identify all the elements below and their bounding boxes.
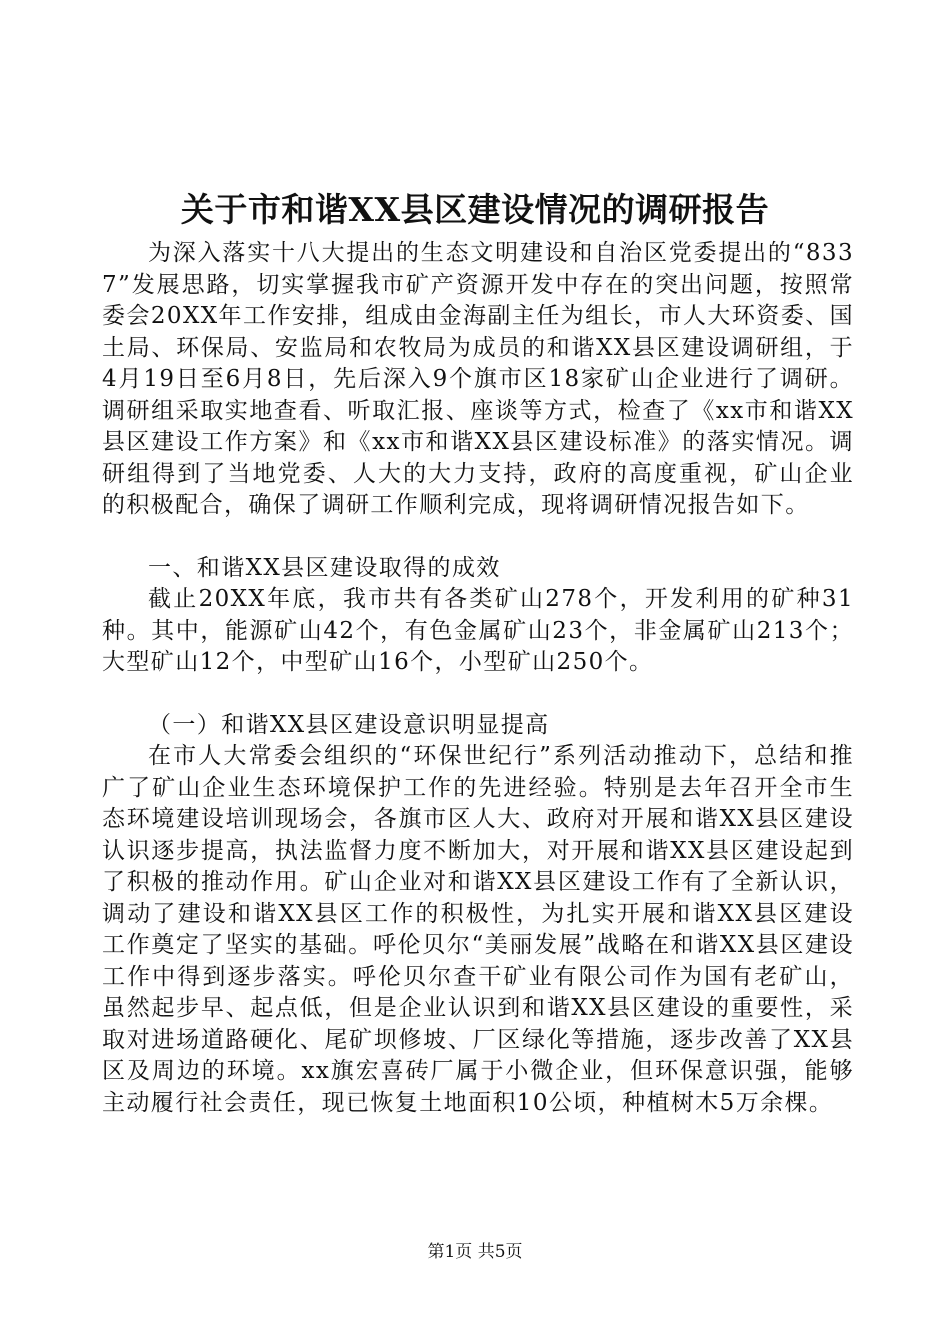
subsection-paragraph: 在市人大常委会组织的“环保世纪行”系列活动推动下，总结和推广了矿山企业生态环境保护工作的先进经验。特别是去年召开全市生态环境建设培训现场会，各旗市区人大、政府对开展和谐XX县区建设认识逐步提高，执法监督力度不断加大，对开展和谐XX县区建设起到了积极的推动作用。矿山企业对和谐XX县区建设工作有了全新认识，调动了建设和谐XX县区工作的积极性，为扎实开展和谐XX县区建设工作奠定了坚实的基础。呼伦贝尔“美丽发展”战略在和谐XX县区建设工作中得到逐步落实。呼伦贝尔查干矿业有限公司作为国有老矿山，虽然起步早、起点低，但是企业认识到和谐XX县区建设的重要性，采取对进场道路硬化、尾矿坝修坡、厂区绿化等措施，逐步改善了XX县区及周边的环境。xx旗宏喜砖厂属于小微企业，但环保意识强，能够主动履行社会责任，现已恢复土地面积10公顷，种植树木5万余棵。 (102, 743, 854, 1116)
intro-paragraph: 为深入落实十八大提出的生态文明建设和自治区党委提出的“8337”发展思路，切实掌握我市矿产资源开发中存在的突出问题，按照常委会20XX年工作安排，组成由金海副主任为组长，市人大环资委、国土局、环保局、安监局和农牧局为成员的和谐XX县区建设调研组，于4月19日至6月8日，先后深入9个旗市区18家矿山企业进行了调研。调研组采取实地查看、听取汇报、座谈等方式，检查了《xx市和谐XX县区建设工作方案》和《xx市和谐XX县区建设标准》的落实情况。调研组得到了当地党委、人大的大力支持，政府的高度重视，矿山企业的积极配合，确保了调研工作顺利完成，现将调研情况报告如下。 (102, 240, 854, 518)
document-body (102, 238, 854, 1119)
page-number-footer: 第1页 共5页 (427, 1242, 523, 1262)
document-title: 关于市和谐XX县区建设情况的调研报告 (180, 190, 770, 229)
paragraph-spacer (102, 679, 854, 710)
section-paragraph: 截止20XX年底，我市共有各类矿山278个，开发利用的矿种31种。其中，能源矿山42个，有色金属矿山23个，非金属矿山213个；大型矿山12个，中型矿山16个，小型矿山250个。 (102, 586, 854, 675)
subsection-heading: （一）和谐XX县区建设意识明显提高 (148, 711, 550, 738)
paragraph-spacer (102, 522, 854, 553)
section-heading: 一、和谐XX县区建设取得的成效 (148, 554, 501, 581)
